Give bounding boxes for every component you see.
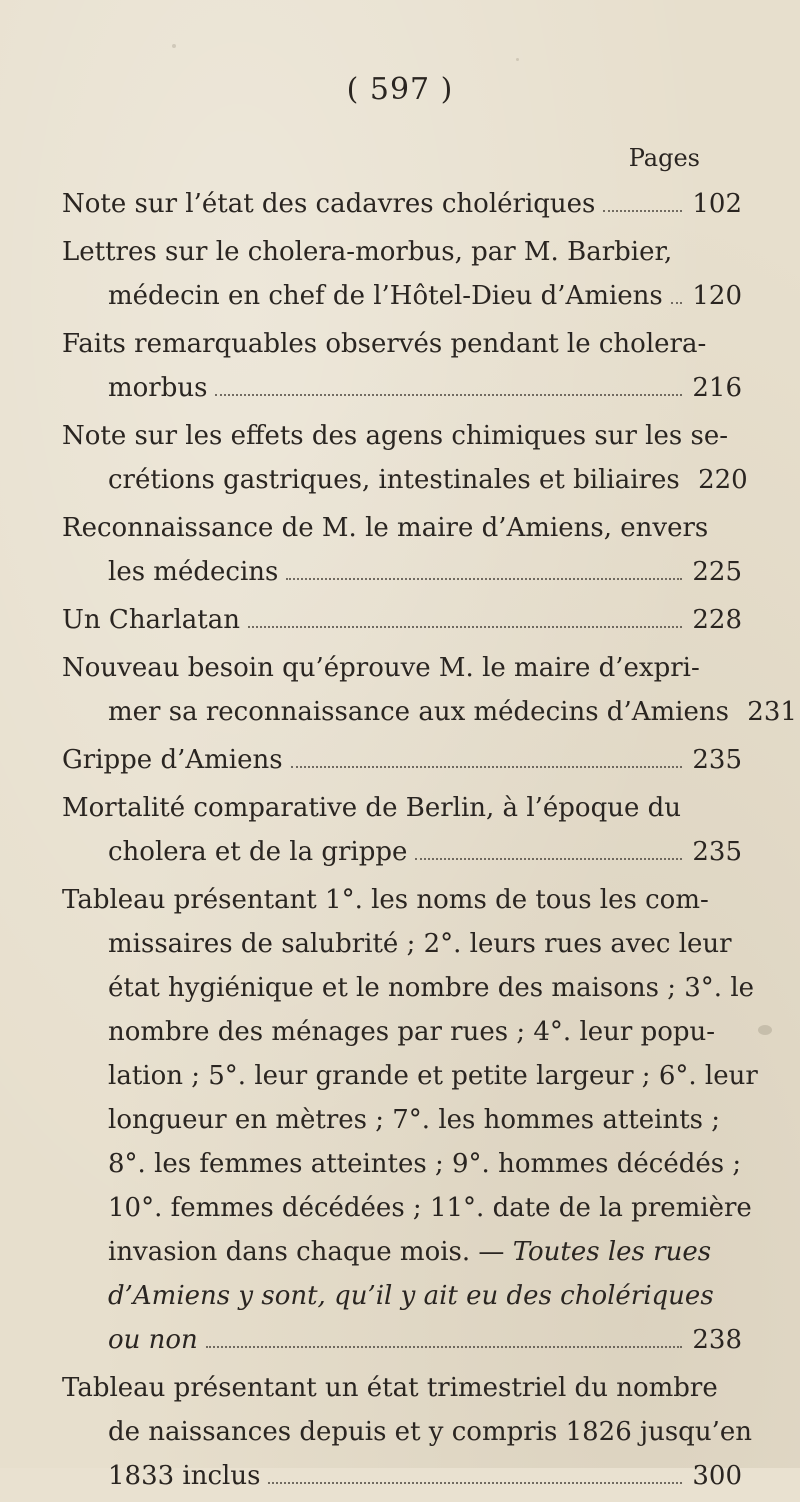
toc-entry	[62, 878, 758, 1362]
entry-page: 120	[692, 281, 742, 311]
toc-entry	[62, 182, 742, 226]
entry-page: 102	[692, 189, 742, 219]
entry-page: 216	[692, 373, 742, 403]
dot-leader	[415, 858, 682, 860]
entry-text: morbus	[108, 373, 208, 403]
entry-text: crétions gastriques, intestinales et biliaires	[108, 465, 680, 495]
entry-text: 8°. les femmes atteintes ; 9°. hommes décédés ;	[108, 1149, 742, 1179]
entry-text: lation ; 5°. leur grande et petite largeur ; 6°. leur	[108, 1061, 758, 1091]
toc-entry	[62, 598, 742, 642]
dot-leader	[603, 210, 682, 212]
toc-entry	[62, 506, 742, 594]
entry-page: 235	[692, 745, 742, 775]
entry-page: 238	[692, 1325, 742, 1355]
entry-text: 1833 inclus	[108, 1461, 261, 1491]
dot-leader	[291, 766, 682, 768]
entry-page: 300	[692, 1461, 742, 1491]
entry-text-italic: d’Amiens y sont, qu’il y ait eu des cholériques	[108, 1281, 714, 1311]
entry-text-italic: Toutes les rues	[512, 1237, 712, 1267]
entry-text: Lettres sur le cholera-morbus, par M. Barbier,	[62, 237, 673, 267]
entry-text: Nouveau besoin qu’éprouve M. le maire d’expri-	[62, 653, 700, 683]
dot-leader	[215, 394, 682, 396]
dot-leader	[248, 626, 682, 628]
toc-entry	[62, 414, 748, 502]
entry-text: 10°. femmes décédées ; 11°. date de la première	[108, 1193, 752, 1223]
entry-text: Note sur les effets des agens chimiques sur les se-	[62, 421, 728, 451]
dot-leader	[671, 302, 682, 304]
entry-text: Note sur l’état des cadavres cholériques	[62, 189, 596, 219]
entry-text: Tableau présentant 1°. les noms de tous les com-	[62, 885, 709, 915]
entry-text: invasion dans chaque mois. —	[108, 1237, 505, 1267]
entry-text: Mortalité comparative de Berlin, à l’époque du	[62, 793, 682, 823]
dot-leader	[268, 1482, 682, 1484]
toc-entry	[62, 786, 742, 874]
entry-text: missaires de salubrité ; 2°. leurs rues avec leur	[108, 929, 732, 959]
toc-entry	[62, 230, 742, 318]
entry-text: mer sa reconnaissance aux médecins d’Amiens	[108, 697, 729, 727]
entry-text-italic: ou non	[108, 1325, 198, 1355]
ink-spot	[758, 1025, 772, 1035]
table-of-contents	[62, 182, 797, 1502]
dot-leader	[286, 578, 682, 580]
entry-text: état hygiénique et le nombre des maisons ; 3°. le	[108, 973, 755, 1003]
entry-page: 235	[692, 837, 742, 867]
pages-column-label: Pages	[628, 144, 700, 172]
ink-spot	[516, 58, 519, 61]
entry-text: nombre des ménages par rues ; 4°. leur popu-	[108, 1017, 716, 1047]
entry-page: 225	[692, 557, 742, 587]
entry-text: médecin en chef de l’Hôtel-Dieu d’Amiens	[108, 281, 663, 311]
toc-entry	[62, 738, 742, 782]
entry-text: Tableau présentant un état trimestriel du nombre	[62, 1373, 718, 1403]
page-number: ( 597 )	[346, 72, 454, 107]
entry-text: les médecins	[108, 557, 279, 587]
entry-text: Reconnaissance de M. le maire d’Amiens, envers	[62, 513, 709, 543]
entry-text: Un Charlatan	[62, 605, 241, 635]
toc-entry	[62, 322, 742, 410]
toc-entry	[62, 646, 797, 734]
entry-text: de naissances depuis et y compris 1826 jusqu’en	[108, 1417, 752, 1447]
toc-entry	[62, 1366, 752, 1498]
entry-text: Faits remarquables observés pendant le cholera-	[62, 329, 707, 359]
entry-page: 228	[692, 605, 742, 635]
ink-spot	[172, 44, 176, 48]
entry-text: cholera et de la grippe	[108, 837, 408, 867]
entry-page: 231	[747, 697, 797, 727]
entry-text: Grippe d’Amiens	[62, 745, 283, 775]
entry-text: longueur en mètres ; 7°. les hommes atteints ;	[108, 1105, 721, 1135]
entry-page: 220	[698, 465, 748, 495]
dot-leader	[206, 1346, 682, 1348]
